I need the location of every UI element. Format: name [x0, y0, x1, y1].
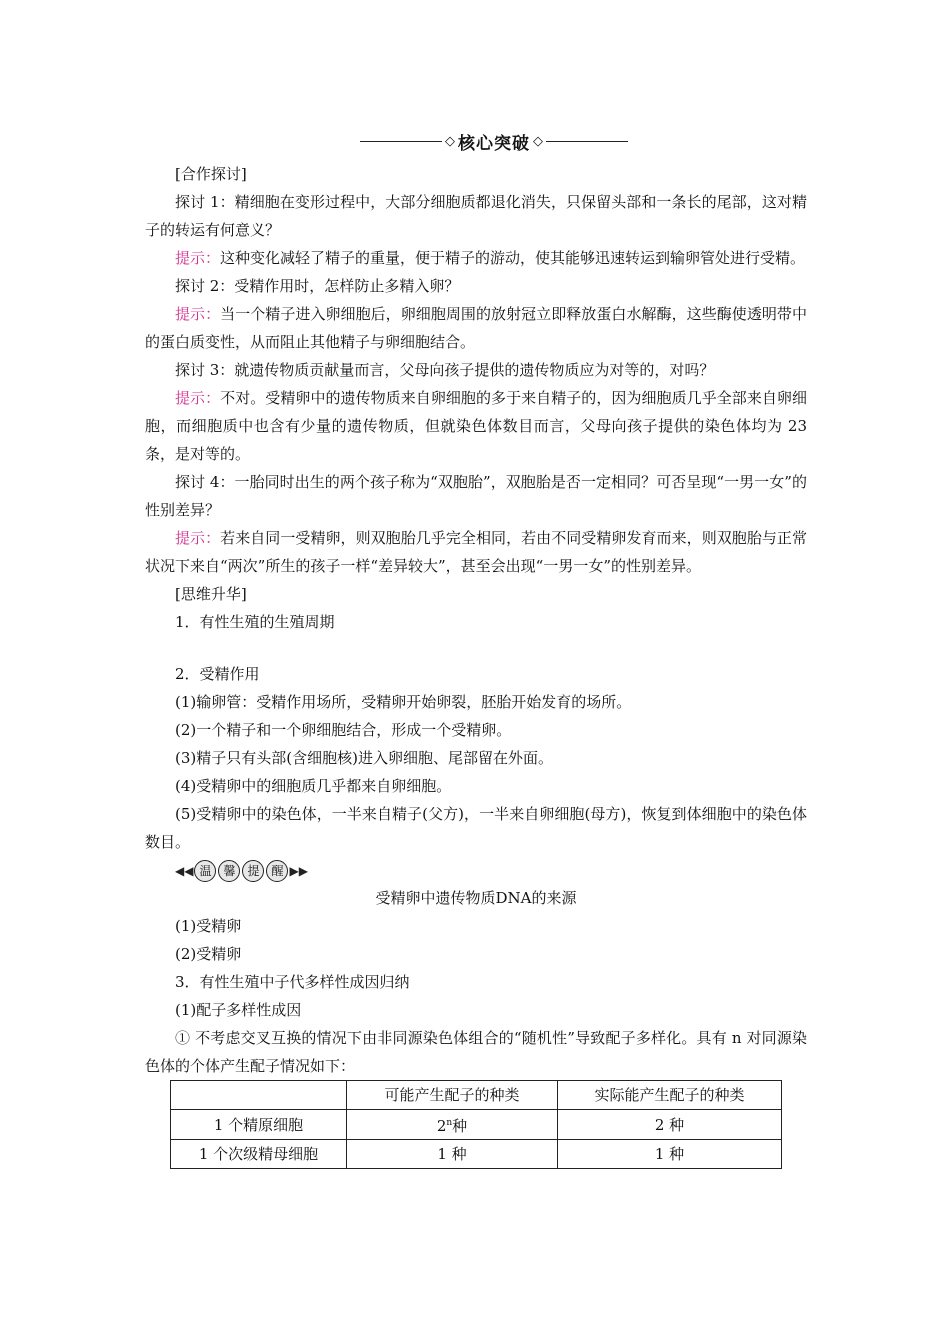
- answer-text: 这种变化减轻了精子的重量，便于精子的游动，使其能够迅速转运到输卵管处进行受精。: [220, 249, 806, 267]
- power-base: 2: [436, 1117, 447, 1135]
- hint-label: 提示：: [175, 529, 221, 547]
- double-left-arrow-icon: ◀◀: [175, 864, 194, 878]
- reminder-char: 提: [242, 860, 264, 882]
- question-3: 探讨 3：就遗传物质贡献量而言，父母向孩子提供的遗传物质应为对等的，对吗？: [175, 361, 715, 379]
- diagram-gap: [145, 636, 807, 660]
- answer-text: 若来自同一受精卵，则双胞胎几乎完全相同，若由不同受精卵发育而来，则双胞胎与正常状况下来自“两次”所生的孩子一样“差异较大”，甚至会出现“一男一女”的性别差异。: [145, 529, 807, 575]
- table-header-cell: [171, 1081, 347, 1110]
- fert-point: (5)受精卵中的染色体，一半来自精子(父方)，一半来自卵细胞(母方)，恢复到体细胞中的染色体数目。: [145, 805, 807, 851]
- fert-point: (2)一个精子和一个卵细胞结合，形成一个受精卵。: [175, 721, 512, 739]
- point-circle-1: ① 不考虑交叉互换的情况下由非同源染色体组合的“随机性”导致配子多样化。具有 n 对同源染色体的个体产生配子情况如下：: [145, 1029, 807, 1075]
- list-item-1: 1．有性生殖的生殖周期: [175, 613, 335, 631]
- unit: 种: [452, 1117, 468, 1135]
- question-2: 探讨 2：受精作用时，怎样防止多精入卵？: [175, 277, 460, 295]
- answer-text: 当一个精子进入卵细胞后，卵细胞周围的放射冠立即释放蛋白水解酶，这些酶使透明带中的蛋白质变性，从而阻止其他精子与卵细胞结合。: [145, 305, 807, 351]
- dna-item: (1)受精卵: [175, 917, 242, 935]
- fert-point: (4)受精卵中的细胞质几乎都来自卵细胞。: [175, 777, 452, 795]
- question-1: 探讨 1：精细胞在变形过程中，大部分细胞质都退化消失，只保留头部和一条长的尾部，这对精子的转运有何意义？: [145, 193, 807, 239]
- hint-label: 提示：: [175, 249, 221, 267]
- reminder-char: 馨: [218, 860, 240, 882]
- answer-3: [145, 384, 807, 468]
- hint-label: 提示：: [175, 305, 221, 323]
- table-row: [171, 1110, 782, 1140]
- power-exponent: n: [446, 1118, 453, 1128]
- table-row: [171, 1140, 782, 1169]
- subsection-label: [合作探讨]: [175, 165, 247, 183]
- table-cell: 1 种: [347, 1140, 558, 1169]
- document-body: [145, 160, 807, 1169]
- fert-point: (1)输卵管：受精作用场所，受精卵开始卵裂，胚胎开始发育的场所。: [175, 693, 632, 711]
- fert-point: (3)精子只有头部(含细胞核)进入卵细胞、尾部留在外面。: [175, 749, 553, 767]
- reminder-char: 温: [194, 860, 216, 882]
- table-cell: [347, 1110, 558, 1140]
- diamond-icon: ◇: [445, 133, 455, 149]
- sub-item: (1)配子多样性成因: [175, 1001, 302, 1019]
- reminder-badge: [175, 858, 807, 884]
- hint-label: 提示：: [175, 389, 221, 407]
- list-item-2: 2．受精作用: [175, 665, 260, 683]
- diamond-icon: ◇: [533, 133, 543, 149]
- question-4: 探讨 4：一胎同时出生的两个孩子称为“双胞胎”，双胞胎是否一定相同？可否呈现“一男一女”的性别差异？: [145, 473, 807, 519]
- table-header-cell: 可能产生配子的种类: [347, 1081, 558, 1110]
- table-cell: 1 个精原细胞: [171, 1110, 347, 1140]
- list-item-3: 3．有性生殖中子代多样性成因归纳: [175, 973, 410, 991]
- section-header: [360, 128, 628, 154]
- answer-1: [145, 244, 807, 272]
- table-header-cell: 实际能产生配子的种类: [558, 1081, 782, 1110]
- subsection-label: [思维升华]: [175, 585, 247, 603]
- reminder-char: 醒: [266, 860, 288, 882]
- answer-text: 不对。受精卵中的遗传物质来自卵细胞的多于来自精子的，因为细胞质几乎全部来自卵细胞，而细胞质中也含有少量的遗传物质，但就染色体数目而言，父母向孩子提供的染色体均为 23 条，是对等的。: [145, 389, 807, 463]
- header-left-rule: [360, 141, 442, 142]
- table-cell: 2 种: [558, 1110, 782, 1140]
- dna-source-title: 受精卵中遗传物质DNA的来源: [375, 889, 577, 907]
- table-cell: 1 个次级精母细胞: [171, 1140, 347, 1169]
- table-cell: 1 种: [558, 1140, 782, 1169]
- section-title: 核心突破: [458, 133, 530, 154]
- dna-item: (2)受精卵: [175, 945, 242, 963]
- table-header-row: [171, 1081, 782, 1110]
- answer-2: [145, 300, 807, 356]
- gamete-table: [170, 1080, 782, 1169]
- double-right-arrow-icon: ▶▶: [289, 864, 308, 878]
- answer-4: [145, 524, 807, 580]
- header-right-rule: [546, 141, 628, 142]
